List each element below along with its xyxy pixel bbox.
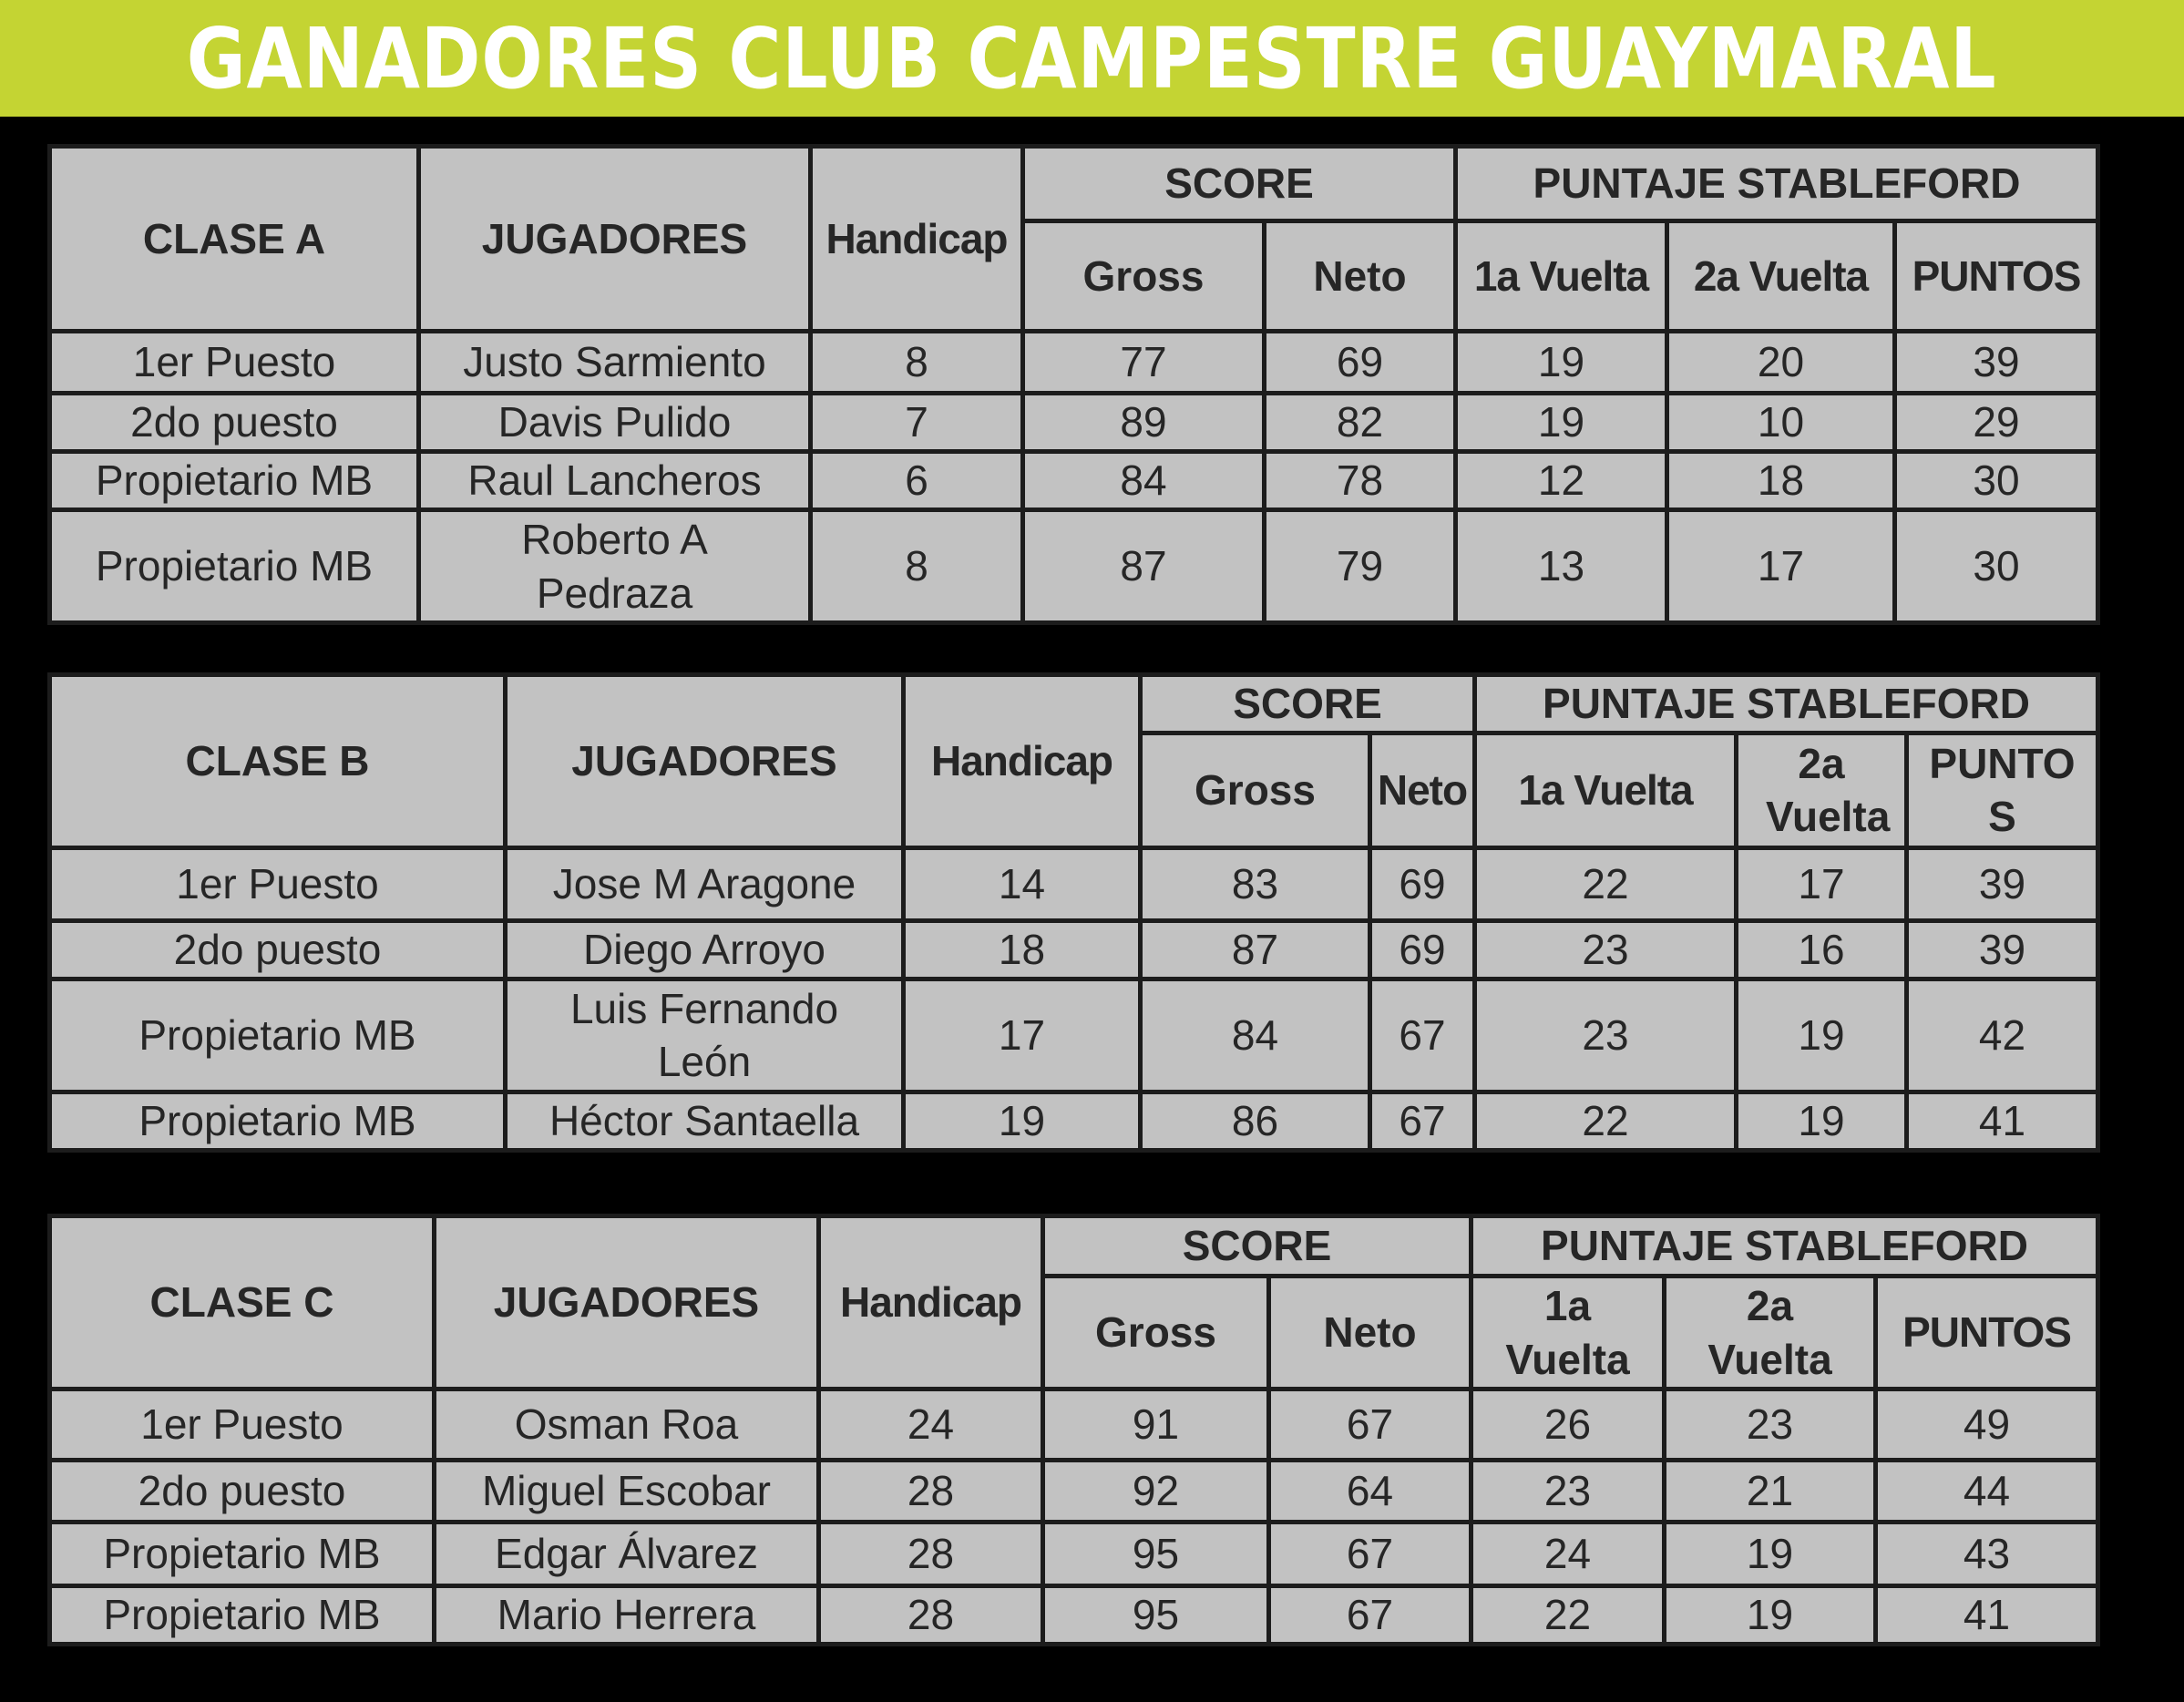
vuelta1-cell: 19 — [1456, 332, 1667, 394]
table-row — [50, 510, 2098, 623]
neto-cell: 69 — [1265, 332, 1456, 394]
neto-cell: 69 — [1370, 920, 1475, 979]
handicap-header: Handicap — [904, 675, 1141, 848]
puesto-cell: Propietario MB — [50, 452, 419, 510]
jugadores-header: JUGADORES — [435, 1216, 819, 1389]
neto-cell: 67 — [1370, 1092, 1475, 1150]
handicap-header: Handicap — [811, 147, 1023, 332]
handicap-cell: 6 — [811, 452, 1023, 510]
jugador-cell: Edgar Álvarez — [435, 1523, 819, 1586]
handicap-cell: 8 — [811, 332, 1023, 394]
puntos-cell: 30 — [1895, 510, 2098, 623]
table-clase-c — [47, 1214, 2100, 1646]
gross-cell: 83 — [1141, 847, 1370, 920]
page-title: GANADORES CLUB CAMPESTRE GUAYMARAL — [187, 9, 1997, 108]
puntos-cell: 39 — [1895, 332, 2098, 394]
puntos-header: PUNTOS — [1876, 1276, 2098, 1389]
vuelta1-cell: 24 — [1471, 1523, 1665, 1586]
vuelta2-cell: 19 — [1737, 1092, 1907, 1150]
puesto-cell: Propietario MB — [50, 510, 419, 623]
table-row — [50, 452, 2098, 510]
vuelta1-header: 1a Vuelta — [1456, 221, 1667, 332]
neto-cell: 64 — [1269, 1461, 1471, 1523]
neto-header: Neto — [1269, 1276, 1471, 1389]
neto-header: Neto — [1265, 221, 1456, 332]
puntos-cell: 39 — [1907, 920, 2098, 979]
jugador-cell: Luis Fernando León — [506, 979, 904, 1092]
jugador-cell: Raul Lancheros — [419, 452, 811, 510]
puesto-cell: 1er Puesto — [50, 1389, 435, 1461]
gross-cell: 87 — [1023, 510, 1265, 623]
vuelta1-cell: 26 — [1471, 1389, 1665, 1461]
vuelta2-header: 2a Vuelta — [1665, 1276, 1876, 1389]
vuelta1-cell: 12 — [1456, 452, 1667, 510]
gross-cell: 92 — [1043, 1461, 1269, 1523]
handicap-header: Handicap — [819, 1216, 1043, 1389]
handicap-cell: 19 — [904, 1092, 1141, 1150]
table-row — [50, 394, 2098, 452]
jugador-cell: Héctor Santaella — [506, 1092, 904, 1150]
puesto-cell: 2do puesto — [50, 1461, 435, 1523]
puntos-cell: 41 — [1907, 1092, 2098, 1150]
vuelta2-cell: 23 — [1665, 1389, 1876, 1461]
stableford-header: PUNTAJE STABLEFORD — [1456, 147, 2098, 221]
vuelta2-header: 2a Vuelta — [1667, 221, 1895, 332]
jugadores-header: JUGADORES — [419, 147, 811, 332]
score-header: SCORE — [1023, 147, 1456, 221]
puesto-cell: 2do puesto — [50, 920, 506, 979]
gross-cell: 95 — [1043, 1523, 1269, 1586]
vuelta1-cell: 22 — [1471, 1586, 1665, 1645]
jugador-cell: Justo Sarmiento — [419, 332, 811, 394]
vuelta1-cell: 23 — [1475, 920, 1737, 979]
table-row — [50, 332, 2098, 394]
clase-header: CLASE C — [50, 1216, 435, 1389]
handicap-cell: 28 — [819, 1461, 1043, 1523]
table-row — [50, 979, 2098, 1092]
score-header: SCORE — [1043, 1216, 1471, 1276]
gross-cell: 91 — [1043, 1389, 1269, 1461]
jugadores-header: JUGADORES — [506, 675, 904, 848]
vuelta2-cell: 10 — [1667, 394, 1895, 452]
vuelta2-header: 2a Vuelta — [1737, 733, 1907, 847]
clase-header: CLASE A — [50, 147, 419, 332]
vuelta1-cell: 22 — [1475, 1092, 1737, 1150]
puntos-cell: 41 — [1876, 1586, 2098, 1645]
vuelta2-cell: 19 — [1665, 1523, 1876, 1586]
puesto-cell: 2do puesto — [50, 394, 419, 452]
gross-cell: 77 — [1023, 332, 1265, 394]
handicap-cell: 28 — [819, 1523, 1043, 1586]
neto-cell: 67 — [1370, 979, 1475, 1092]
table-row — [50, 920, 2098, 979]
handicap-cell: 24 — [819, 1389, 1043, 1461]
gross-cell: 87 — [1141, 920, 1370, 979]
gross-cell: 84 — [1141, 979, 1370, 1092]
puntos-cell: 30 — [1895, 452, 2098, 510]
vuelta1-cell: 22 — [1475, 847, 1737, 920]
puntos-cell: 29 — [1895, 394, 2098, 452]
puntos-cell: 39 — [1907, 847, 2098, 920]
puntos-header: PUNTOS — [1895, 221, 2098, 332]
vuelta2-cell: 18 — [1667, 452, 1895, 510]
gross-cell: 86 — [1141, 1092, 1370, 1150]
puesto-cell: Propietario MB — [50, 1586, 435, 1645]
jugador-cell: Roberto A Pedraza — [419, 510, 811, 623]
gross-cell: 89 — [1023, 394, 1265, 452]
handicap-cell: 28 — [819, 1586, 1043, 1645]
vuelta2-cell: 19 — [1665, 1586, 1876, 1645]
table-row — [50, 1092, 2098, 1150]
neto-cell: 67 — [1269, 1389, 1471, 1461]
score-header: SCORE — [1141, 675, 1475, 733]
table-row — [50, 1523, 2098, 1586]
table-clase-a — [47, 144, 2100, 625]
neto-cell: 69 — [1370, 847, 1475, 920]
puntos-header: PUNTO S — [1907, 733, 2098, 847]
title-banner — [0, 0, 2184, 117]
vuelta1-cell: 23 — [1475, 979, 1737, 1092]
vuelta2-cell: 17 — [1667, 510, 1895, 623]
jugador-cell: Osman Roa — [435, 1389, 819, 1461]
puesto-cell: 1er Puesto — [50, 847, 506, 920]
vuelta2-cell: 21 — [1665, 1461, 1876, 1523]
table-row — [50, 1586, 2098, 1645]
puesto-cell: Propietario MB — [50, 979, 506, 1092]
handicap-cell: 7 — [811, 394, 1023, 452]
jugador-cell: Mario Herrera — [435, 1586, 819, 1645]
table-clase-b — [47, 672, 2100, 1153]
neto-cell: 78 — [1265, 452, 1456, 510]
vuelta1-cell: 23 — [1471, 1461, 1665, 1523]
jugador-cell: Jose M Aragone — [506, 847, 904, 920]
handicap-cell: 8 — [811, 510, 1023, 623]
puesto-cell: 1er Puesto — [50, 332, 419, 394]
vuelta1-cell: 19 — [1456, 394, 1667, 452]
vuelta2-cell: 20 — [1667, 332, 1895, 394]
jugador-cell: Diego Arroyo — [506, 920, 904, 979]
vuelta2-cell: 16 — [1737, 920, 1907, 979]
jugador-cell: Davis Pulido — [419, 394, 811, 452]
puesto-cell: Propietario MB — [50, 1523, 435, 1586]
table-row — [50, 847, 2098, 920]
gross-cell: 84 — [1023, 452, 1265, 510]
handicap-cell: 17 — [904, 979, 1141, 1092]
gross-cell: 95 — [1043, 1586, 1269, 1645]
vuelta1-cell: 13 — [1456, 510, 1667, 623]
stableford-header: PUNTAJE STABLEFORD — [1471, 1216, 2098, 1276]
vuelta1-header: 1a Vuelta — [1475, 733, 1737, 847]
neto-header: Neto — [1370, 733, 1475, 847]
puesto-cell: Propietario MB — [50, 1092, 506, 1150]
puntos-cell: 49 — [1876, 1389, 2098, 1461]
jugador-cell: Miguel Escobar — [435, 1461, 819, 1523]
gross-header: Gross — [1141, 733, 1370, 847]
puntos-cell: 44 — [1876, 1461, 2098, 1523]
puntos-cell: 43 — [1876, 1523, 2098, 1586]
neto-cell: 79 — [1265, 510, 1456, 623]
handicap-cell: 14 — [904, 847, 1141, 920]
table-row — [50, 1461, 2098, 1523]
neto-cell: 82 — [1265, 394, 1456, 452]
vuelta2-cell: 19 — [1737, 979, 1907, 1092]
table-row — [50, 1389, 2098, 1461]
vuelta1-header: 1a Vuelta — [1471, 1276, 1665, 1389]
gross-header: Gross — [1043, 1276, 1269, 1389]
neto-cell: 67 — [1269, 1586, 1471, 1645]
neto-cell: 67 — [1269, 1523, 1471, 1586]
clase-header: CLASE B — [50, 675, 506, 848]
handicap-cell: 18 — [904, 920, 1141, 979]
stableford-header: PUNTAJE STABLEFORD — [1475, 675, 2098, 733]
vuelta2-cell: 17 — [1737, 847, 1907, 920]
puntos-cell: 42 — [1907, 979, 2098, 1092]
gross-header: Gross — [1023, 221, 1265, 332]
